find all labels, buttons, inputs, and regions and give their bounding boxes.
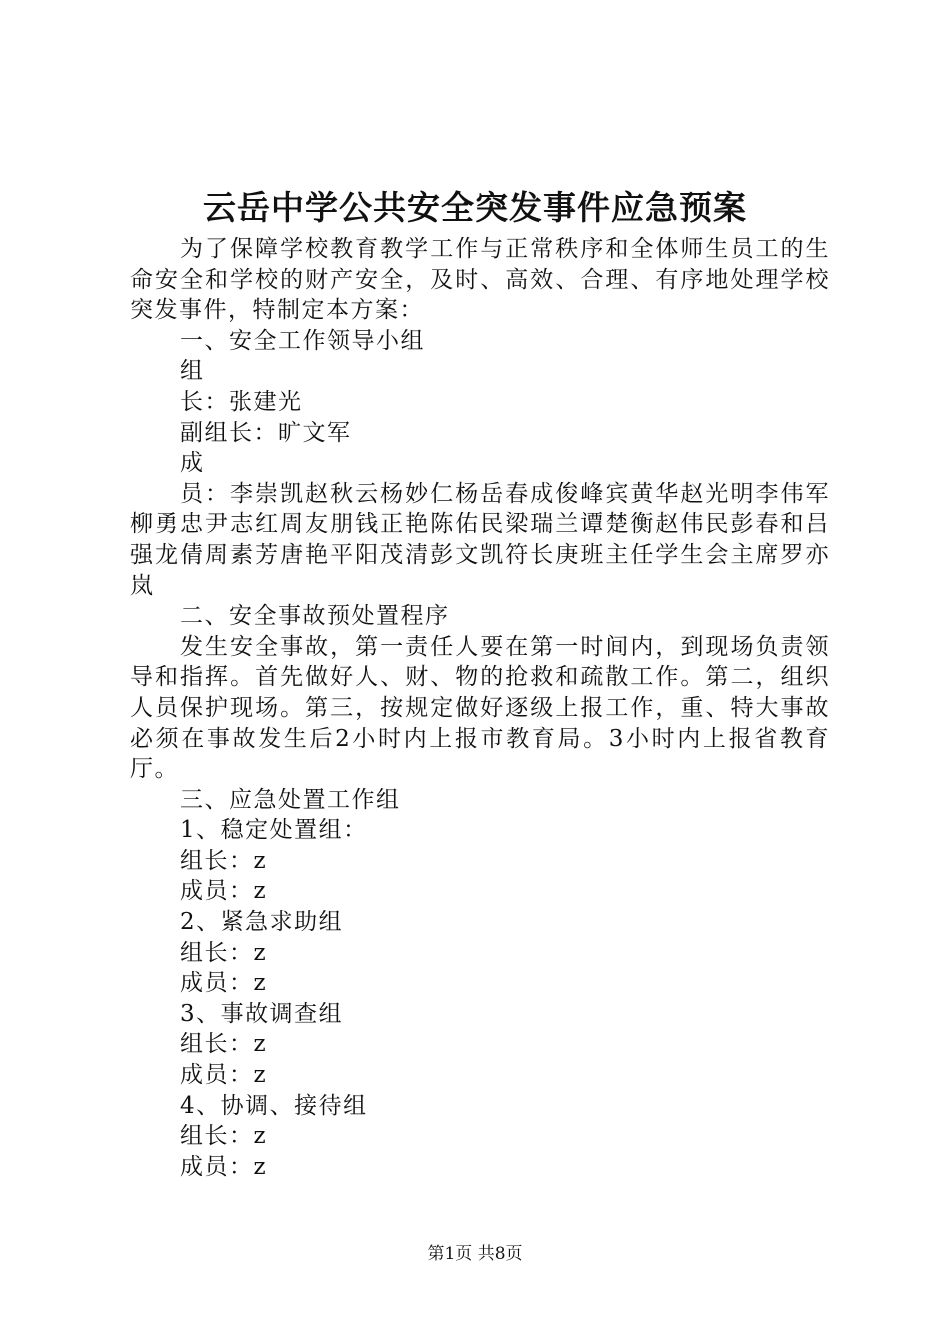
intro-paragraph: 为了保障学校教育教学工作与正常秩序和全体师生员工的生命安全和学校的财产安全，及时、高效、合理、有序地处理学校突发事件，特制定本方案： bbox=[130, 236, 830, 324]
deputy-leader-line: 副组长：旷文军 bbox=[180, 419, 352, 446]
leader-line: 长：张建光 bbox=[180, 388, 303, 415]
group-members: 成员：z bbox=[180, 878, 268, 905]
group-name: 1、稳定处置组： bbox=[180, 817, 368, 844]
group-members: 成员：z bbox=[180, 1062, 268, 1089]
group-members: 成员：z bbox=[180, 970, 268, 997]
page-number-footer: 第1页 共8页 bbox=[427, 1244, 523, 1264]
document-body bbox=[130, 234, 830, 1182]
group-name: 2、紧急求助组 bbox=[180, 909, 344, 936]
group-leader: 组长：z bbox=[180, 1031, 268, 1058]
group-leader: 组长：z bbox=[180, 847, 268, 874]
group-members: 成员：z bbox=[180, 1153, 268, 1180]
procedure-paragraph: 发生安全事故，第一责任人要在第一时间内，到现场负责领导和指挥。首先做好人、财、物的抢救和疏散工作。第二，组织人员保护现场。第三，按规定做好逐级上报工作，重、特大事故必须在事故发生后2小时内上报市教育局。3小时内上报省教育厅。 bbox=[130, 633, 830, 783]
document-title: 云岳中学公共安全突发事件应急预案 bbox=[203, 188, 747, 227]
members-label-part1: 成 bbox=[180, 450, 205, 477]
members-paragraph: 员：李崇凯赵秋云杨妙仁杨岳春成俊峰宾黄华赵光明李伟军柳勇忠尹志红周友朋钱正艳陈佑民梁瑞兰谭楚衡赵伟民彭春和吕强龙倩周素芳唐艳平阳茂清彭文凯符长庚班主任学生会主席罗亦岚 bbox=[130, 480, 830, 599]
leader-label-part1: 组 bbox=[180, 358, 205, 385]
group-leader: 组长：z bbox=[180, 939, 268, 966]
group-name: 3、事故调查组 bbox=[180, 1000, 344, 1027]
group-leader: 组长：z bbox=[180, 1123, 268, 1150]
section-heading-working-groups: 三、应急处置工作组 bbox=[180, 786, 401, 813]
section-heading-procedure: 二、安全事故预处置程序 bbox=[180, 603, 450, 630]
group-name: 4、协调、接待组 bbox=[180, 1092, 368, 1119]
section-heading-leadership: 一、安全工作领导小组 bbox=[180, 327, 425, 354]
